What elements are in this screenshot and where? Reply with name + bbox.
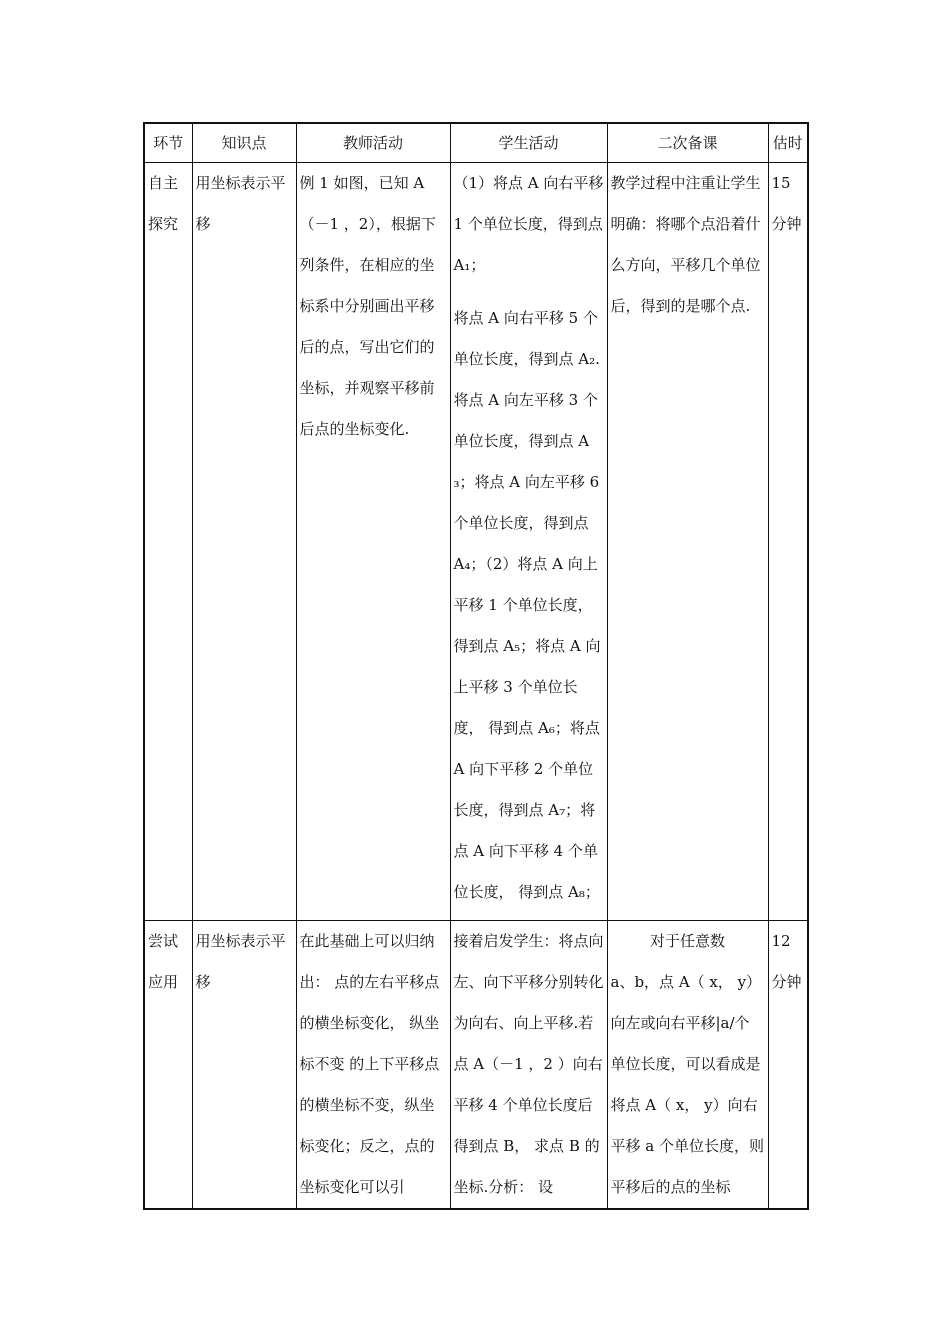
- time-cell: 15 分钟: [768, 163, 808, 921]
- student-activity-part2: 将点 A 向右平移 5 个单位长度，得到点 A₂.将点 A 向左平移 3 个单位长度，得到点 A₃；将点 A 向左平移 6 个单位长度，得到点 A₄；（2）将点 A 向上平移 1 个单位长度，得到点 A₅；将点 A 向上平移 3 个单位长度， 得到点 A₆；将点 A 向下平移 2 个单位长度，得到点 A₇；将点 A 向下平移 4 个单位长度， 得到点 A₈；: [453, 309, 601, 901]
- stage-cell: 尝试应用: [144, 921, 192, 1210]
- spacer: [454, 286, 604, 298]
- lesson-plan-table: [143, 122, 809, 1210]
- student-activity-cell: [450, 163, 607, 921]
- table-row: [144, 921, 808, 1210]
- teacher-activity-cell: 在此基础上可以归纳出： 点的左右平移点的横坐标变化， 纵坐标不变 的上下平移点的横坐标不变，纵坐标变化；反之，点的坐标变化可以引: [296, 921, 450, 1210]
- secondary-notes-cell: [607, 921, 768, 1210]
- header-stage: 环节: [144, 123, 192, 163]
- knowledge-cell: 用坐标表示平移: [192, 921, 296, 1210]
- header-secondary-notes: 二次备课: [607, 123, 768, 163]
- student-activity-part1: （1）将点 A 向右平移 1 个单位长度，得到点 A₁；: [453, 174, 604, 274]
- teacher-activity-cell: 例 1 如图，已知 A（－1 ，2），根据下列条件，在相应的坐标系中分别画出平移后的点，写出它们的坐标，并观察平移前后点的坐标变化.: [296, 163, 450, 921]
- stage-cell: 自主探究: [144, 163, 192, 921]
- header-time: 估时: [768, 123, 808, 163]
- knowledge-cell: 用坐标表示平移: [192, 163, 296, 921]
- notes-rest: a、b，点 A（ x， y）向左或向右平移|a/个单位长度，可以看成是将点 A（ x， y）向右平移 a 个单位长度，则平移后的点的坐标: [610, 973, 764, 1196]
- header-student-activity: 学生活动: [450, 123, 607, 163]
- student-activity-cell: 接着启发学生：将点向左、向下平移分别转化为向右、向上平移.若点 A（－1 ，2 ）向右平移 4 个单位长度后得到点 B， 求点 B 的坐标.分析： 设: [450, 921, 607, 1210]
- header-row: [144, 123, 808, 163]
- notes-first-line: 对于任意数: [649, 932, 725, 950]
- header-knowledge: 知识点: [192, 123, 296, 163]
- time-cell: 12 分钟: [768, 921, 808, 1210]
- secondary-notes-cell: 教学过程中注重让学生明确：将哪个点沿着什么方向，平移几个单位后，得到的是哪个点.: [607, 163, 768, 921]
- header-teacher-activity: 教师活动: [296, 123, 450, 163]
- table-row: [144, 163, 808, 921]
